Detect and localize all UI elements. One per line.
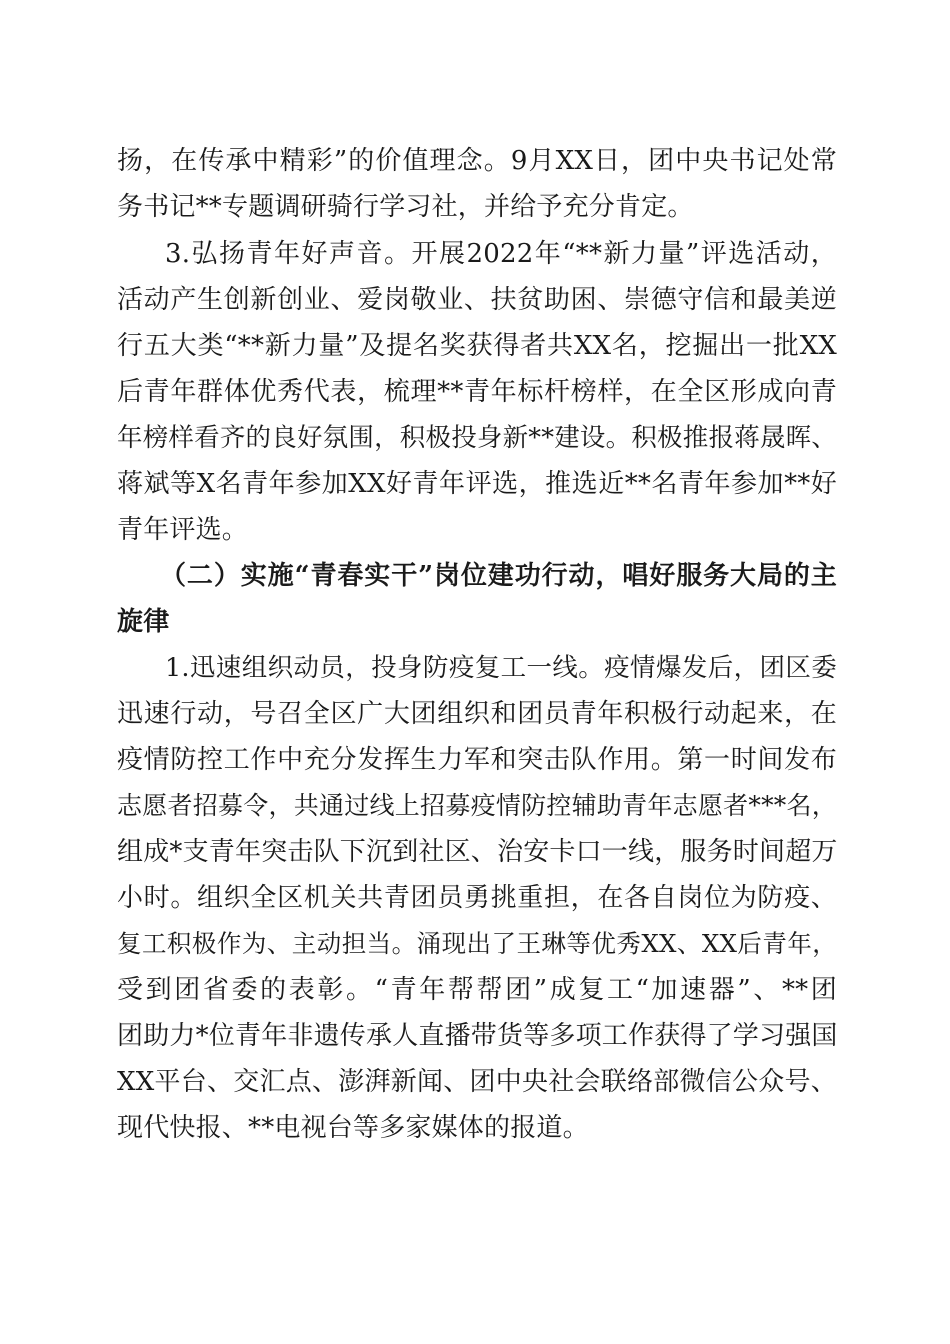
paragraph-line: 志愿者招募令，共通过线上招募疫情防控辅助青年志愿者***名， xyxy=(117,791,837,820)
paragraph-line: XX平台、交汇点、澎湃新闻、团中央社会联络部微信公众号、 xyxy=(117,1067,837,1097)
paragraph-line: 年榜样看齐的良好氛围，积极投身新**建设。积极推报蒋晟晖、 xyxy=(117,423,837,453)
paragraph-line: 行五大类“**新力量”及提名奖获得者共XX名，挖掘出一批XX xyxy=(117,331,837,361)
paragraph-line: 蒋斌等X名青年参加XX好青年评选，推选近**名青年参加**好 xyxy=(117,469,837,499)
paragraph-line: 青年评选。 xyxy=(117,515,249,545)
paragraph-line: 3.弘扬青年好声音。开展2022年“**新力量”评选活动， xyxy=(165,239,837,269)
paragraph-line: 扬，在传承中精彩”的价值理念。9月XX日，团中央书记处常 xyxy=(117,146,837,176)
paragraph-line: 后青年群体优秀代表，梳理**青年标杆榜样，在全区形成向青 xyxy=(117,377,837,407)
section-heading-line: 旋律 xyxy=(117,607,170,637)
paragraph-line: 务书记**专题调研骑行学习社，并给予充分肯定。 xyxy=(117,192,694,222)
paragraph-line: 迅速行动，号召全区广大团组织和团员青年积极行动起来，在 xyxy=(117,699,837,729)
paragraph-line: 团助力*位青年非遗传承人直播带货等多项工作获得了学习强国 xyxy=(117,1021,838,1051)
paragraph-line: 现代快报、**电视台等多家媒体的报道。 xyxy=(117,1113,589,1143)
section-heading-line: （二）实施“青春实干”岗位建功行动，唱好服务大局的主 xyxy=(160,561,837,591)
paragraph-line: 组成*支青年突击队下沉到社区、治安卡口一线，服务时间超万 xyxy=(117,837,838,867)
paragraph-line: 疫情防控工作中充分发挥生力军和突击队作用。第一时间发布 xyxy=(117,745,837,775)
paragraph-line: 复工积极作为、主动担当。涌现出了王琳等优秀XX、XX后青年， xyxy=(117,929,837,958)
paragraph-line: 1.迅速组织动员，投身防疫复工一线。疫情爆发后，团区委 xyxy=(165,653,837,683)
paragraph-line: 小时。组织全区机关共青团员勇挑重担，在各自岗位为防疫、 xyxy=(117,883,837,913)
paragraph-line: 活动产生创新创业、爱岗敬业、扶贫助困、崇德守信和最美逆 xyxy=(117,285,837,315)
paragraph-line: 受到团省委的表彰。“青年帮帮团”成复工“加速器”、**团 xyxy=(117,975,837,1005)
